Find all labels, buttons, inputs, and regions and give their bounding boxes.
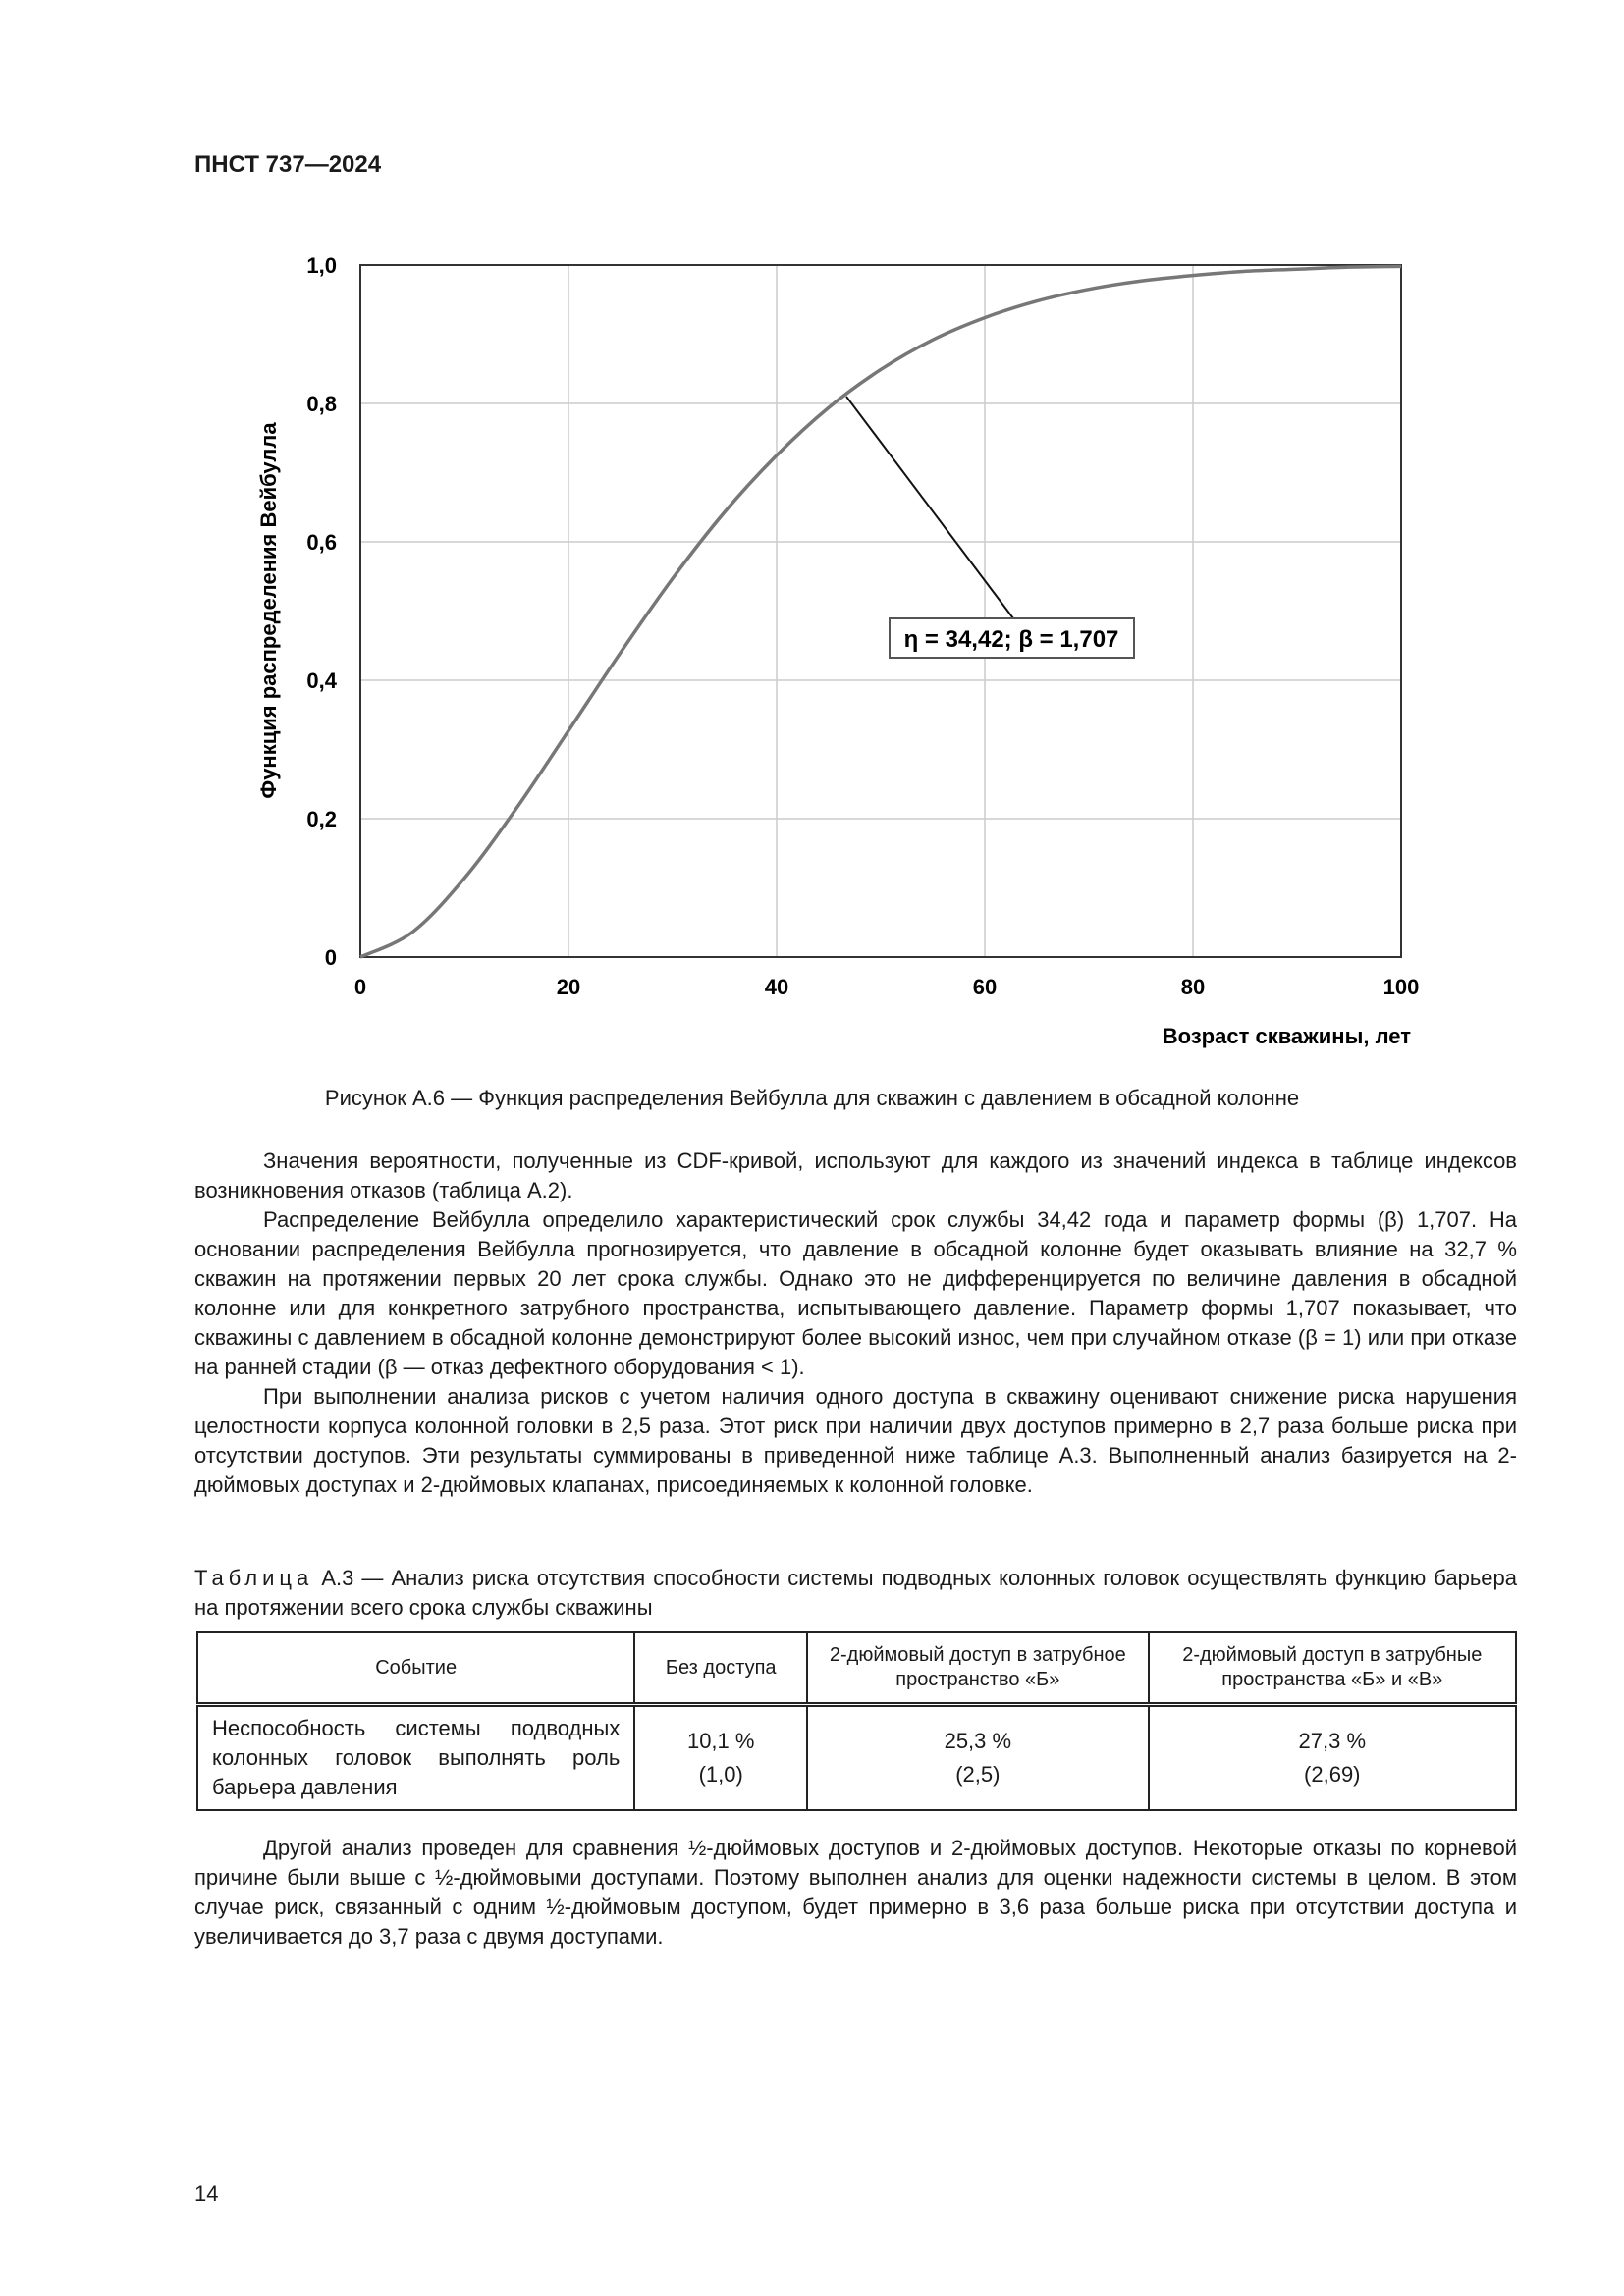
x-tick-label: 0 bbox=[353, 975, 367, 999]
x-tick-label: 20 bbox=[556, 975, 581, 999]
paragraph: При выполнении анализа рисков с учетом наличия одного доступа в скважину оценивают снижение риска нарушения целостности корпуса колонной головки в 2,5 раза. Этот риск при наличии двух доступов примерно в 2,7 раза больше риска при отсутствии доступов. Эти результаты суммированы в приведенной ниже таблице А.3. Выполненный анализ базируется на 2-дюймовых доступах и 2-дюймовых клапанах, присоединяемых к колонной головке. bbox=[194, 1384, 1517, 1497]
value-cell bbox=[807, 1705, 1148, 1811]
paragraph: Другой анализ проведен для сравнения ½-дюймовых доступов и 2-дюймовых доступов. Некоторые отказы по корневой причине были выше с ½-дюймовыми доступами. Поэтому выполнен анализ для оценки надежности системы в целом. В этом случае риск, связанный с одним ½-дюймовым доступом, будет примерно в 3,6 раза больше риска при отсутствии доступа и увеличивается до 3,7 раза с двумя доступами. bbox=[194, 1836, 1517, 1949]
x-tick-label: 60 bbox=[972, 975, 998, 999]
x-tick-label: 80 bbox=[1180, 975, 1206, 999]
y-tick-label: 0,4 bbox=[306, 668, 337, 693]
risk-percent: 10,1 % bbox=[686, 1729, 755, 1753]
risk-percent: 27,3 % bbox=[1298, 1729, 1367, 1753]
y-axis-label: Функция распределения Вейбулла bbox=[256, 422, 281, 799]
table-header-row bbox=[197, 1632, 1516, 1705]
value-cell bbox=[1149, 1705, 1516, 1811]
x-tick-label: 40 bbox=[764, 975, 789, 999]
column-header: 2-дюймовый доступ в затрубные пространства «Б» и «В» bbox=[1149, 1632, 1516, 1705]
y-tick-label: 0,2 bbox=[306, 807, 337, 831]
table-title-text: А.3 — Анализ риска отсутствия способности системы подводных колонных головок осуществлять функцию барьера на протяжении всего срока службы скважины bbox=[194, 1566, 1517, 1620]
risk-ratio: (1,0) bbox=[698, 1762, 743, 1787]
column-header: Без доступа bbox=[634, 1632, 807, 1705]
y-tick-label: 0,8 bbox=[306, 392, 337, 416]
annotation-label: η = 34,42; β = 1,707 bbox=[903, 626, 1119, 653]
risk-ratio: (2,5) bbox=[955, 1762, 1001, 1787]
text-block-2 bbox=[194, 1834, 1517, 1951]
table-row bbox=[197, 1705, 1516, 1811]
table-title bbox=[194, 1564, 1517, 1623]
risk-table bbox=[196, 1631, 1517, 1811]
column-header: Событие bbox=[197, 1632, 634, 1705]
x-tick-label: 100 bbox=[1382, 975, 1420, 999]
document-header: ПНСТ 737—2024 bbox=[194, 151, 382, 178]
y-tick-label: 1,0 bbox=[306, 253, 337, 278]
annotation-leader-line bbox=[846, 397, 1013, 618]
event-cell: Неспособность системы подводных колонных головок выполнять роль барьера давления bbox=[197, 1705, 634, 1811]
page-number: 14 bbox=[194, 2181, 219, 2206]
risk-percent: 25,3 % bbox=[944, 1729, 1012, 1753]
y-tick-label: 0,6 bbox=[306, 530, 337, 555]
x-axis-label: Возраст скважины, лет bbox=[1162, 1024, 1411, 1048]
table-label: Таблица bbox=[194, 1566, 314, 1590]
y-tick-label: 0 bbox=[324, 945, 337, 970]
value-cell bbox=[634, 1705, 807, 1811]
paragraph: Распределение Вейбулла определило характеристический срок службы 34,42 года и параметр формы (β) 1,707. На основании распределения Вейбулла прогнозируется, что давление в обсадной колонне будет оказывать влияние на 32,7 % скважин на протяжении первых 20 лет срока службы. Однако это не дифференцируется по величине давления в обсадной колонне или для конкретного затрубного пространства, испытывающего давление. Параметр формы 1,707 показывает, что скважины с давлением в обсадной колонне демонстрируют более высокий износ, чем при случайном отказе (β = 1) или при отказе на ранней стадии (β — отказ дефектного оборудования < 1). bbox=[194, 1207, 1517, 1379]
text-block-1 bbox=[194, 1147, 1517, 1500]
figure-caption: Рисунок А.6 — Функция распределения Вейбулла для скважин с давлением в обсадной колонне bbox=[324, 1086, 1300, 1110]
weibull-chart bbox=[0, 0, 1624, 1080]
weibull-cdf-line bbox=[360, 266, 1401, 957]
risk-ratio: (2,69) bbox=[1304, 1762, 1361, 1787]
column-header: 2-дюймовый доступ в затрубное пространство «Б» bbox=[807, 1632, 1148, 1705]
paragraph: Значения вероятности, полученные из CDF-кривой, используют для каждого из значений индекса в таблице индексов возникновения отказов (таблица А.2). bbox=[194, 1148, 1517, 1202]
